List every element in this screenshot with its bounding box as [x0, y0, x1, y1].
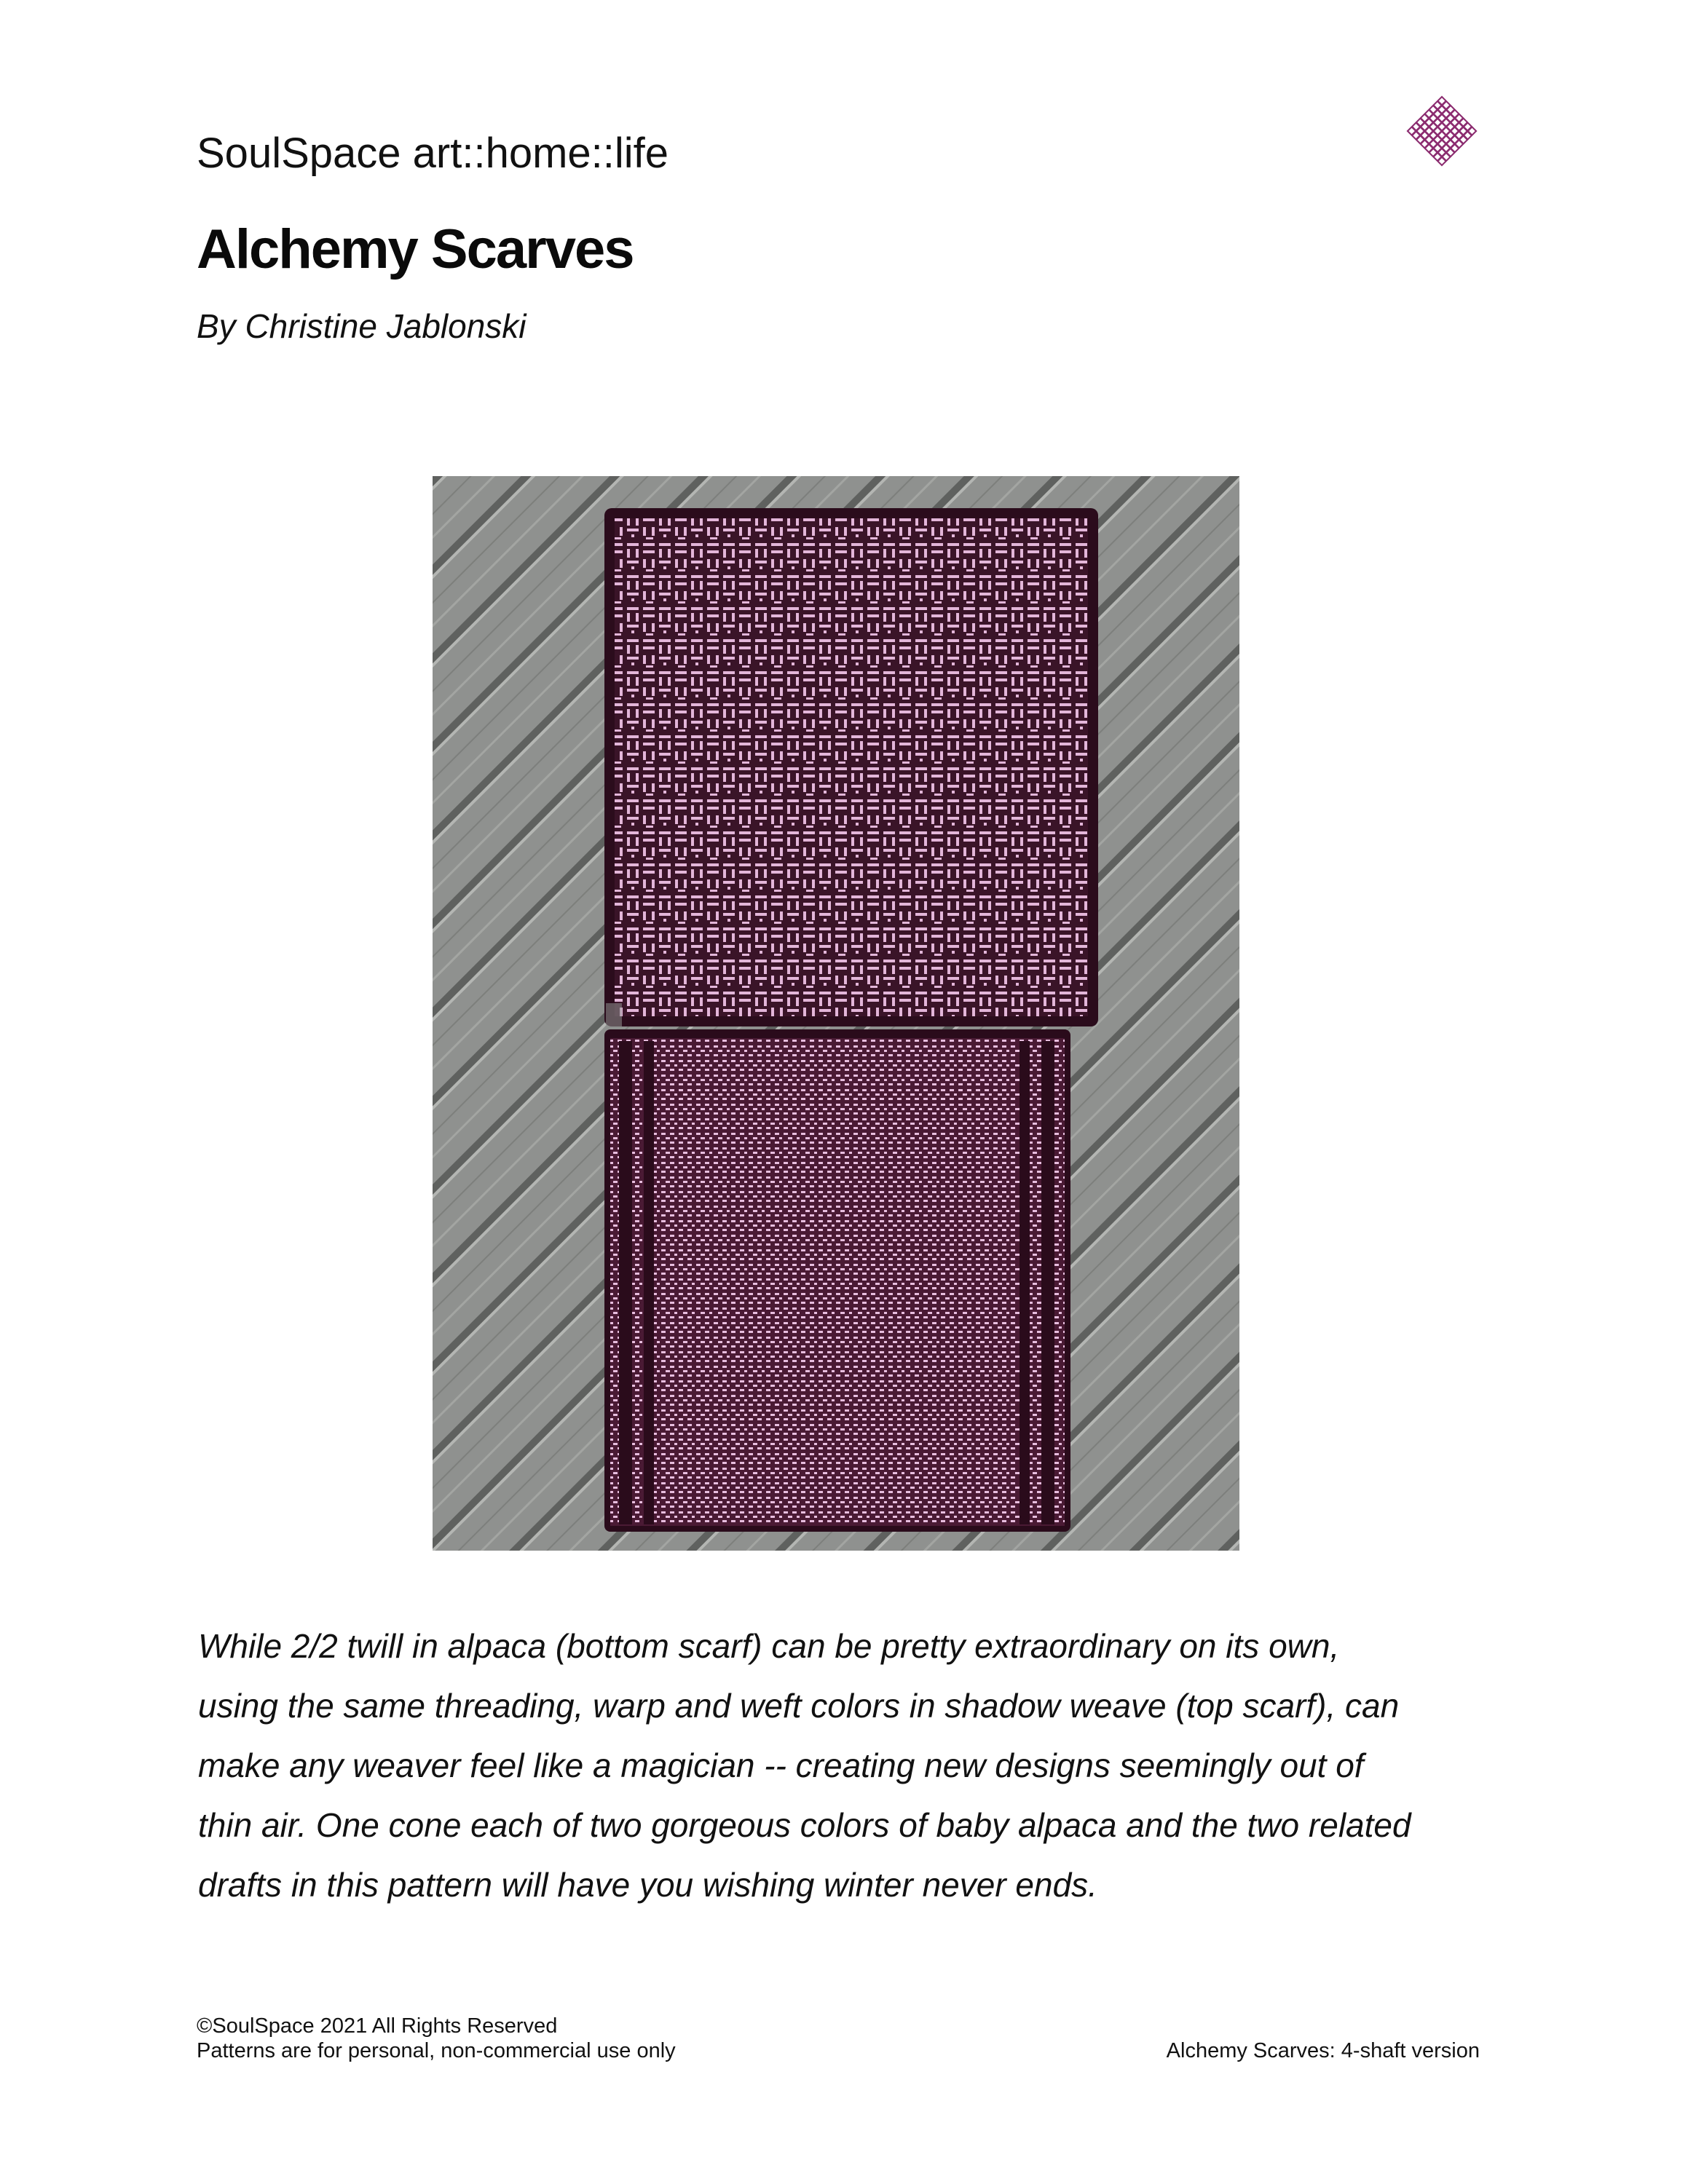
- description-line: make any weaver feel like a magician -- creating new designs seemingly out of: [198, 1746, 1364, 1784]
- scarves-photo: [433, 476, 1239, 1551]
- pattern-version: Alchemy Scarves: 4-shaft version: [1166, 2039, 1480, 2062]
- page-title: Alchemy Scarves: [197, 218, 634, 280]
- description-line: thin air. One cone each of two gorgeous colors of baby alpaca and the two related: [198, 1806, 1411, 1844]
- description-line: using the same threading, warp and weft colors in shadow weave (top scarf), can: [198, 1687, 1400, 1725]
- description-line: drafts in this pattern will have you wishing winter never ends.: [198, 1866, 1097, 1904]
- description-paragraph: [198, 1616, 1523, 1915]
- brand-name: SoulSpace art::home::life: [197, 130, 669, 177]
- author-byline: By Christine Jablonski: [197, 307, 526, 345]
- woven-diamond-icon: [1404, 93, 1480, 169]
- usage-note: Patterns are for personal, non-commercial use only: [197, 2039, 676, 2062]
- footer-left: [197, 2014, 676, 2063]
- copyright-text: ©SoulSpace 2021 All Rights Reserved: [197, 2014, 558, 2038]
- description-line: While 2/2 twill in alpaca (bottom scarf) can be pretty extraordinary on its own,: [198, 1627, 1340, 1665]
